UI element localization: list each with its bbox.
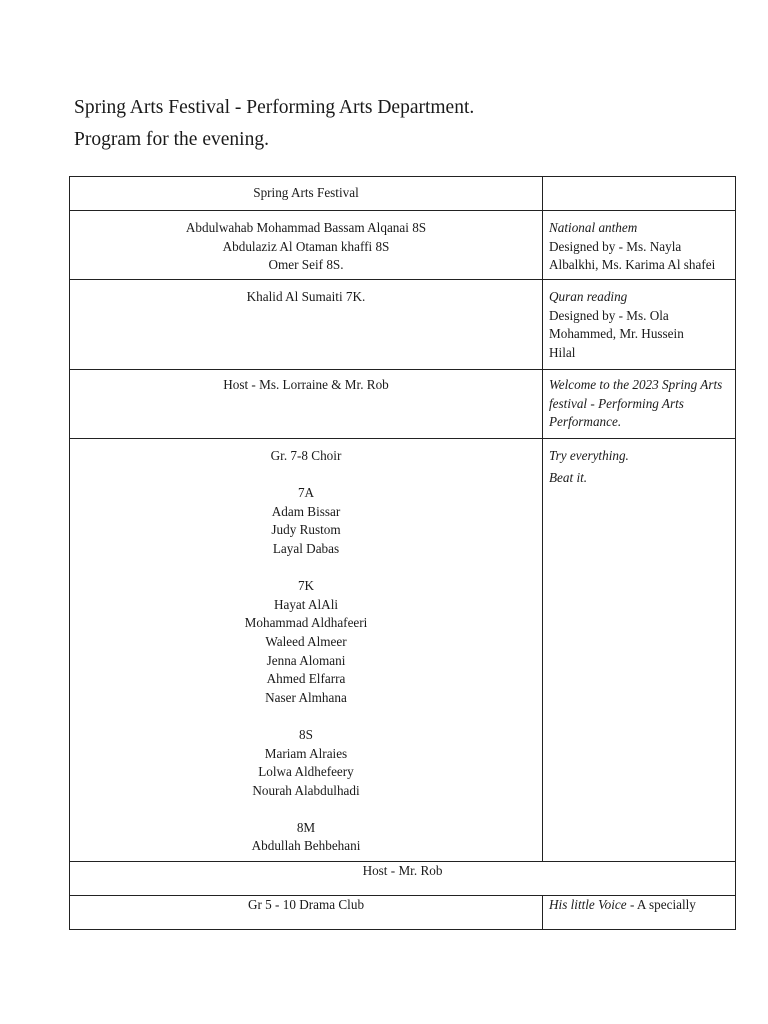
choir-member: Nourah Alabdulhadi (252, 782, 360, 798)
designed-by: Albalkhi, Ms. Karima Al shafei (549, 257, 716, 273)
table-row-host (70, 370, 736, 439)
choir-songs-cell (543, 439, 736, 862)
choir-member: Adam Bissar (271, 503, 341, 519)
program-table (69, 176, 736, 930)
empty-cell (543, 177, 736, 211)
table-row-drama (70, 896, 736, 930)
welcome-text: Performance. (549, 414, 622, 430)
heading-line-1: Spring Arts Festival - Performing Arts Department. (74, 97, 475, 118)
song-title: Try everything. (549, 448, 629, 463)
table-row-host-2 (70, 862, 736, 896)
choir-member: Waleed Almeer (265, 633, 347, 649)
choir-member: Mariam Alraies (264, 745, 348, 761)
festival-title-cell: Spring Arts Festival (70, 177, 543, 211)
choir-member: Judy Rustom (271, 522, 341, 538)
class-label: 7A (297, 485, 315, 501)
quran-performer-cell (70, 280, 543, 370)
document-heading (74, 92, 714, 156)
designed-by: Designed by - Ms. Ola (549, 307, 669, 323)
table-row-title (70, 177, 736, 211)
song-title: Beat it. (549, 469, 588, 485)
anthem-details-cell (543, 211, 736, 280)
drama-group-cell: Gr 5 - 10 Drama Club (70, 896, 543, 930)
performer-name: Abdulaziz Al Otaman khaffi 8S (222, 238, 390, 254)
drama-details-cell (543, 896, 736, 930)
choir-member: Naser Almhana (265, 689, 347, 705)
anthem-performers-cell (70, 211, 543, 280)
choir-member: Mohammad Aldhafeeri (244, 615, 368, 631)
host-cell (70, 370, 543, 439)
choir-member: Ahmed Elfarra (266, 671, 346, 687)
table-row-quran (70, 280, 736, 370)
designed-by: Mohammed, Mr. Hussein (549, 326, 684, 342)
welcome-cell (543, 370, 736, 439)
welcome-text: Welcome to the 2023 Spring Arts (549, 377, 723, 392)
drama-title: His little Voice (549, 897, 627, 912)
welcome-text: festival - Performing Arts (549, 395, 684, 411)
designed-by: Hilal (549, 344, 576, 360)
class-label: 7K (297, 578, 315, 594)
class-label: 8M (296, 819, 316, 835)
performer-name: Omer Seif 8S. (268, 257, 344, 273)
choir-cell (70, 439, 543, 862)
performer-name: Abdulwahab Mohammad Bassam Alqanai 8S (185, 220, 427, 235)
host-text: Host - Ms. Lorraine & Mr. Rob (223, 377, 389, 392)
table-row-choir (70, 439, 736, 862)
item-title: National anthem (549, 220, 638, 235)
heading-line-2: Program for the evening. (74, 129, 269, 150)
choir-member: Lolwa Aldhefeery (258, 764, 354, 780)
host-cell-2: Host - Mr. Rob (70, 862, 736, 896)
performer-name: Khalid Al Sumaiti 7K. (246, 289, 366, 304)
table-row-anthem (70, 211, 736, 280)
drama-description: - A specially (626, 897, 696, 912)
choir-member: Jenna Alomani (266, 652, 346, 668)
choir-member: Hayat AlAli (273, 596, 339, 612)
designed-by: Designed by - Ms. Nayla (549, 238, 682, 254)
choir-member: Abdullah Behbehani (251, 838, 361, 854)
item-title: Quran reading (549, 289, 628, 304)
choir-member: Layal Dabas (272, 540, 340, 556)
choir-title: Gr. 7-8 Choir (270, 448, 342, 463)
quran-details-cell (543, 280, 736, 370)
class-label: 8S (299, 726, 313, 742)
